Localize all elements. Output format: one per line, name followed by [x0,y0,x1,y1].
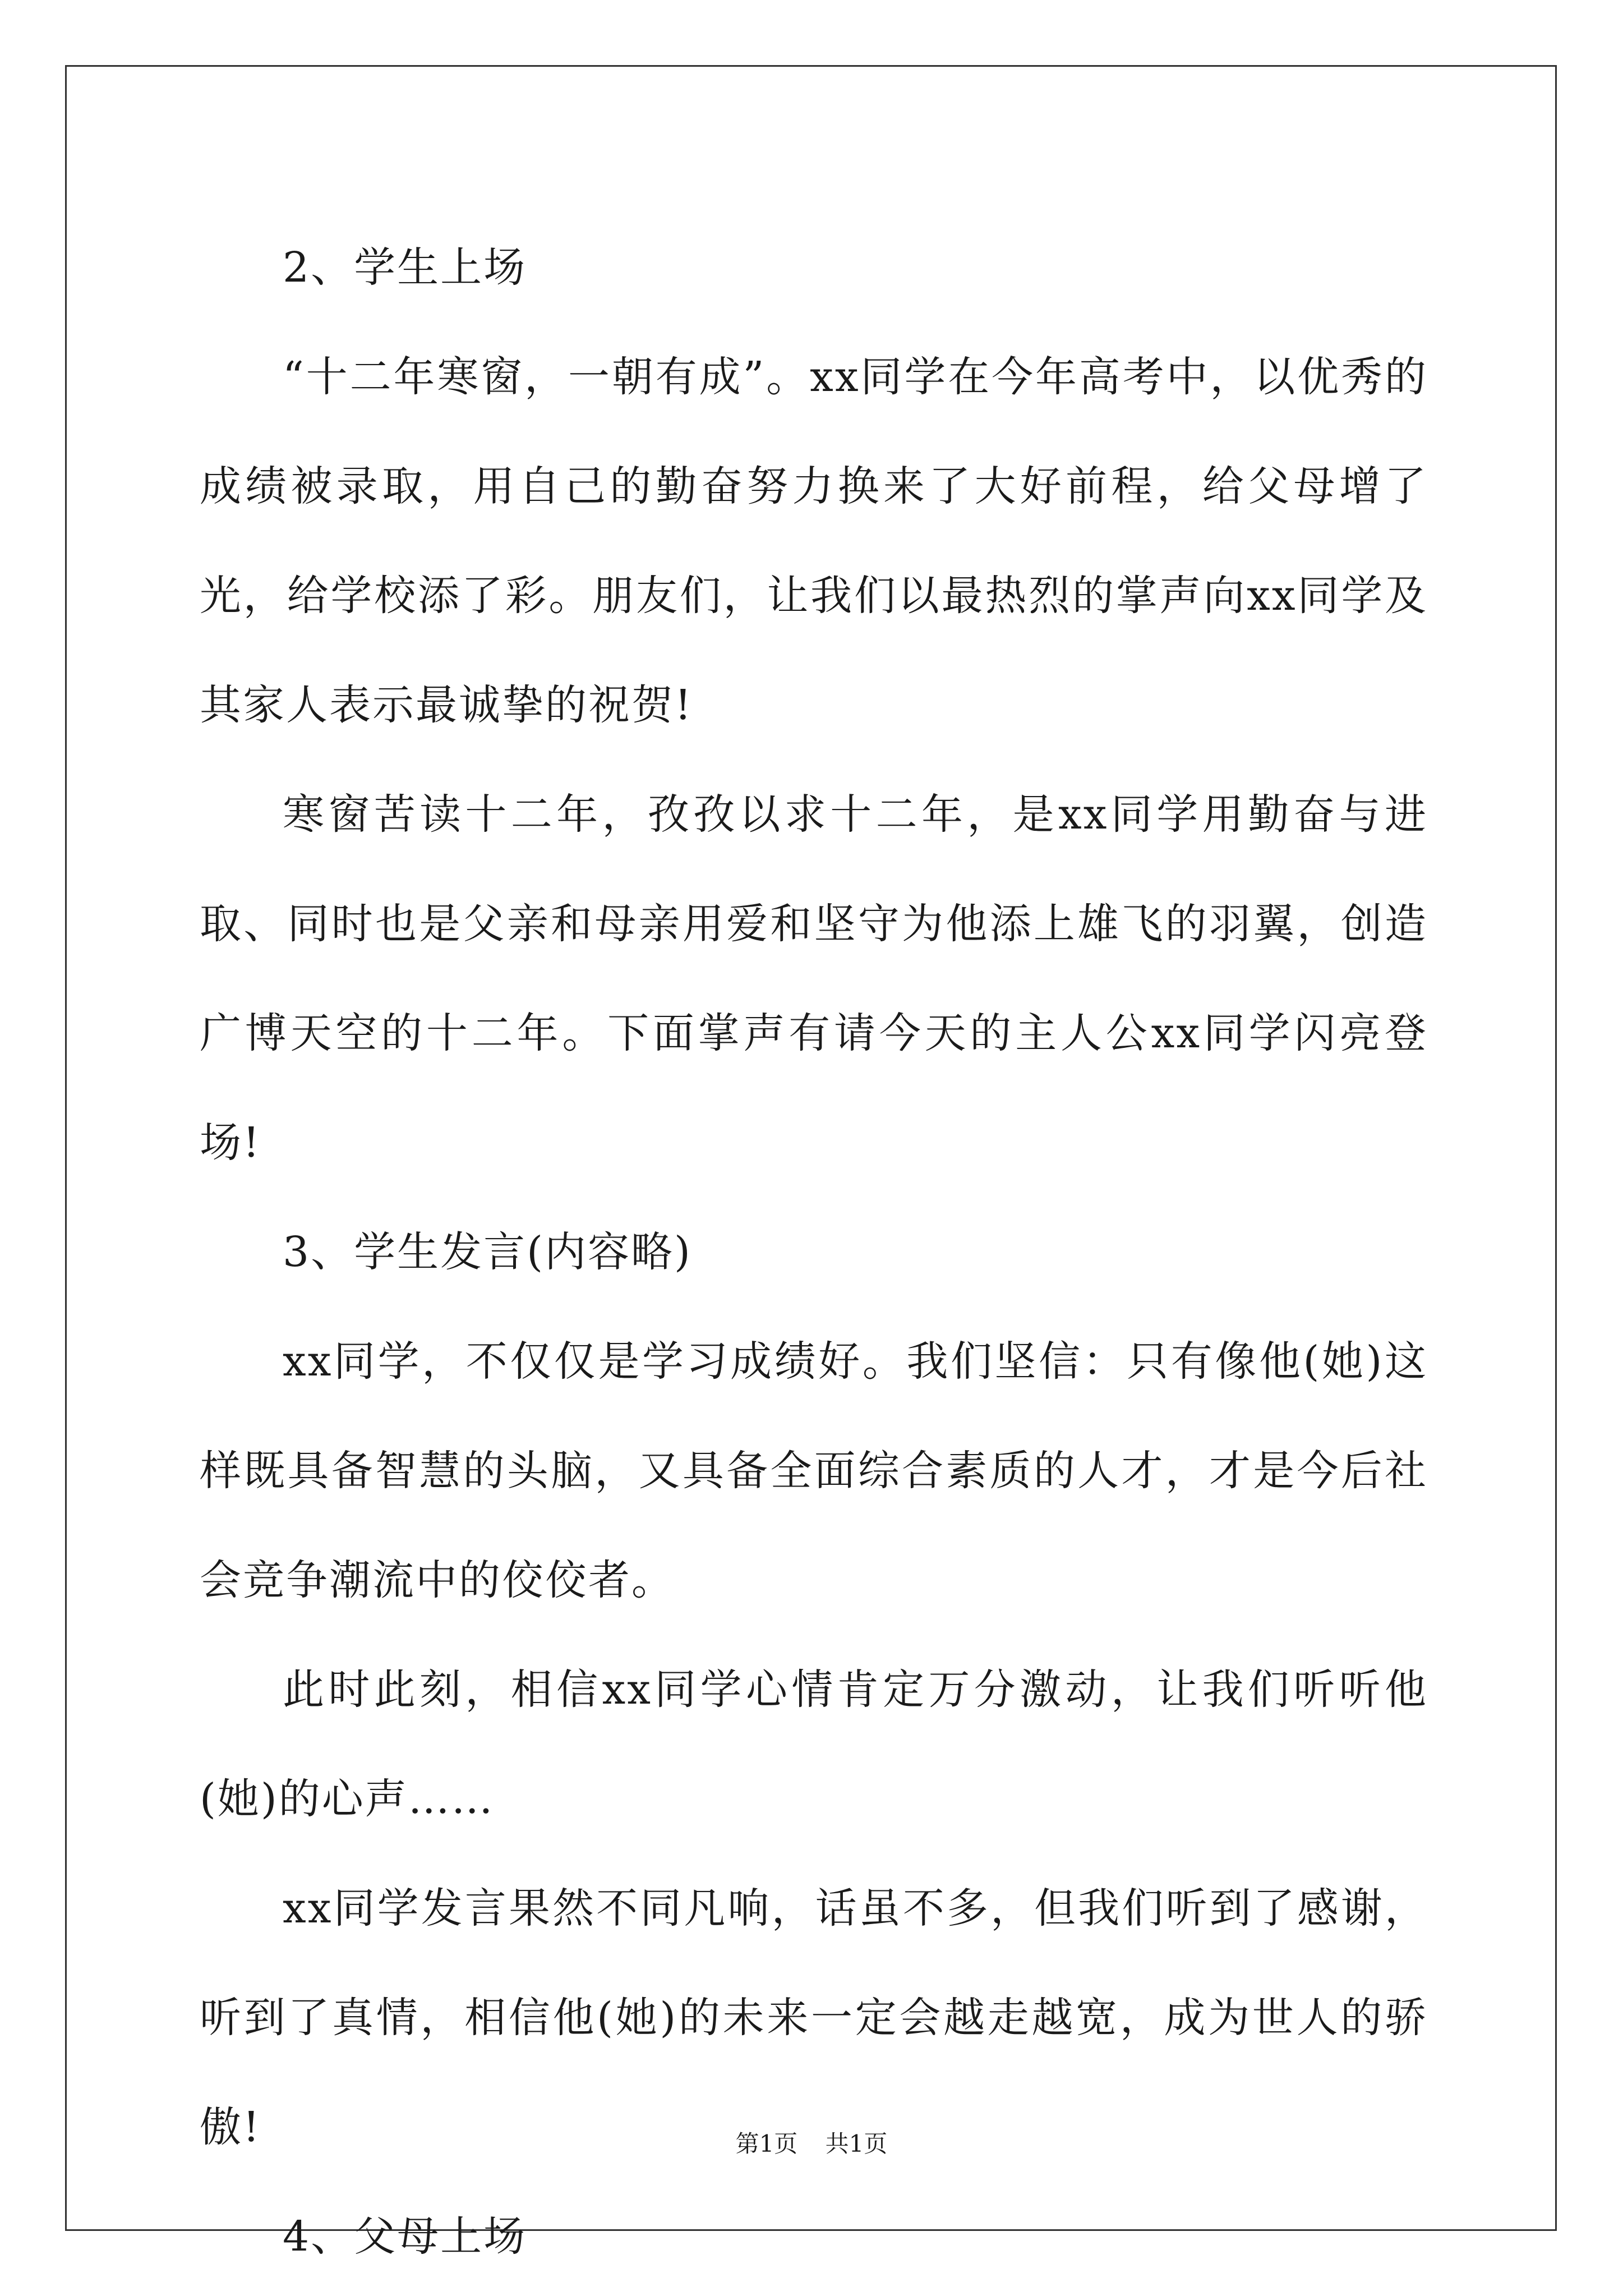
paragraph-twelve-years: 寒窗苦读十二年，孜孜以求十二年，是xx同学用勤奋与进取、同时也是父亲和母亲用爱和坚守为他添上雄飞的羽翼，创造广博天空的十二年。下面掌声有请今天的主人公xx同学闪亮登场! [200,790,1428,1167]
page-footer [0,2127,1623,2161]
paragraph-heartfelt-words: 此时此刻，相信xx同学心情肯定万分激动，让我们听听他(她)的心声…… [200,1665,1428,1823]
section-heading-student-speech: 3、学生发言(内容略) [283,1228,692,1276]
page-number-total: 共1页 [825,2130,888,2157]
document-body [200,213,1428,2292]
section-heading-student-entrance: 2、学生上场 [283,243,527,292]
section-heading-parents-entrance: 4、父母上场 [283,2212,527,2261]
paragraph-qualities: xx同学，不仅仅是学习成绩好。我们坚信：只有像他(她)这样既具备智慧的头脑，又具备全面综合素质的人才，才是今后社会竞争潮流中的佼佼者。 [200,1337,1428,1604]
paragraph-congratulations: “十二年寒窗，一朝有成”。xx同学在今年高考中，以优秀的成绩被录取，用自己的勤奋努力换来了大好前程，给父母增了光，给学校添了彩。朋友们，让我们以最热烈的掌声向xx同学及其家人表示最诚挚的祝贺! [200,353,1428,729]
paragraph-speech-response: xx同学发言果然不同凡响，话虽不多，但我们听到了感谢，听到了真情，相信他(她)的未来一定会越走越宽，成为世人的骄傲! [200,1884,1428,2151]
page-number-current: 第1页 [735,2130,798,2157]
